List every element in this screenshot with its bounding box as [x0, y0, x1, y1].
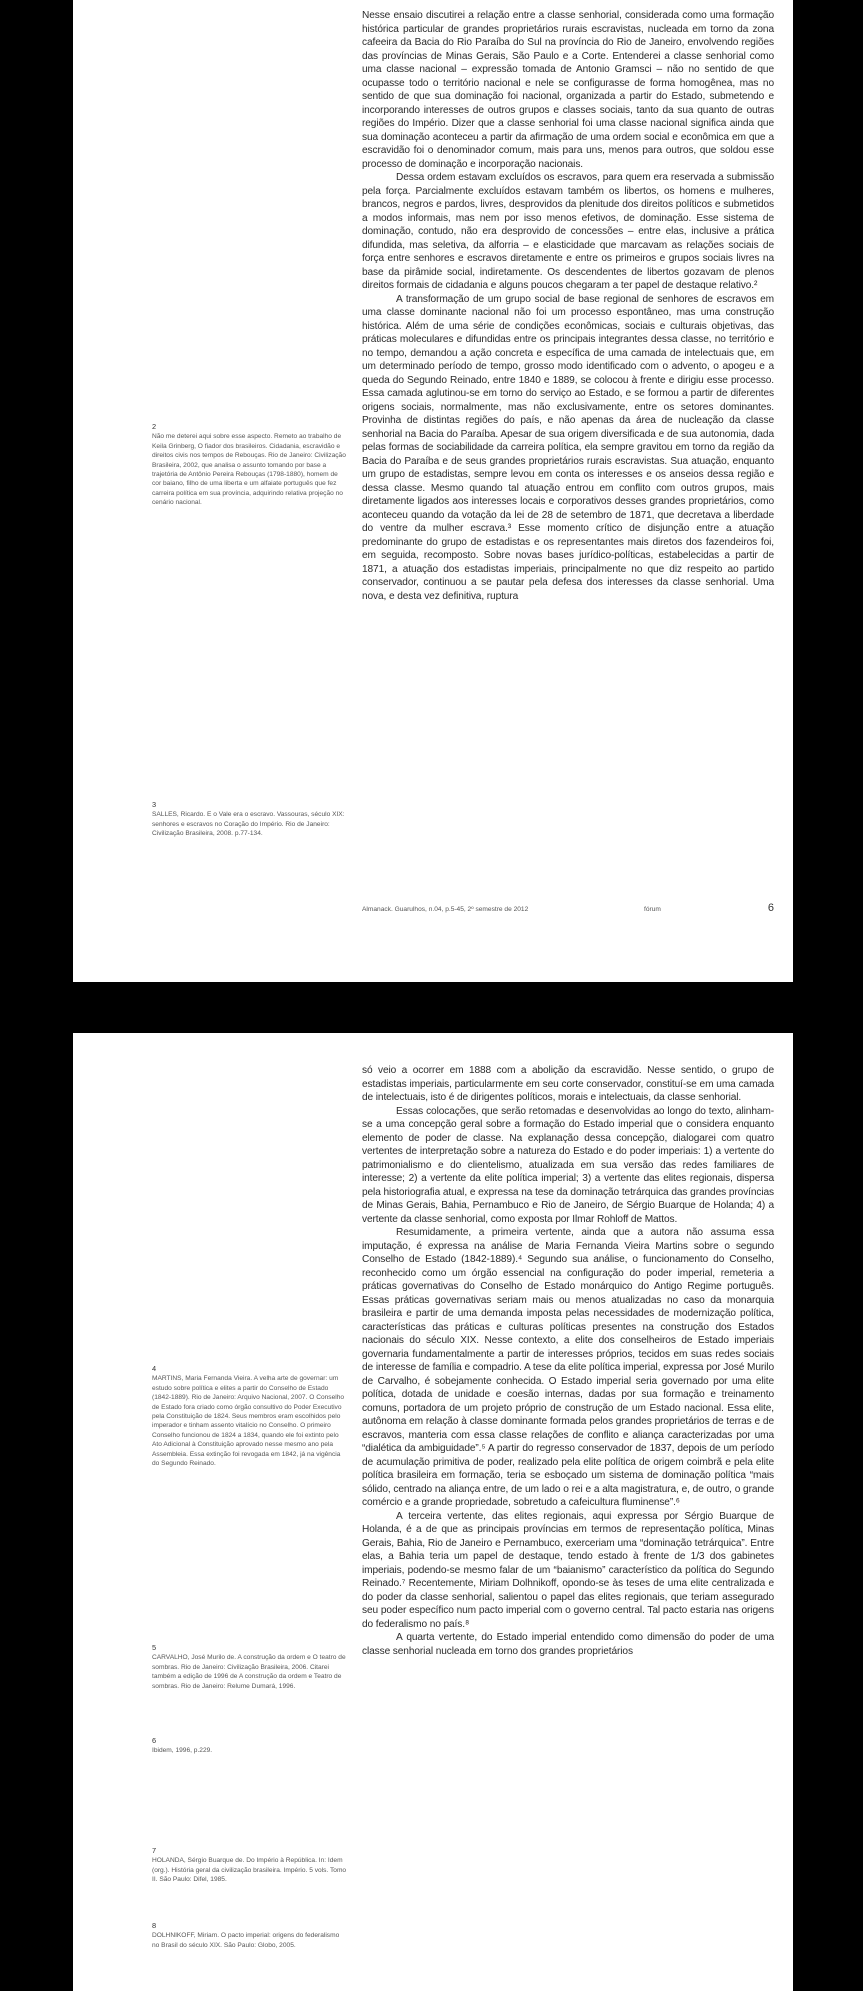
- body-text: [362, 1064, 774, 1658]
- footnote-4: [152, 1364, 347, 1468]
- footnote-number: 5: [152, 1643, 157, 1652]
- footnote-text: Não me deterei aqui sobre esse aspecto. Remeto ao trabalho de Keila Grinberg, O fiador dos brasileiros. Cidadania, escravidão e direitos civis nos tempos de Rebouças. Rio de Janeiro: Civilização Brasileira, 2002, que analisa o assunto tomando por base a trajetória de Antônio Pereira Rebouças (1798-1880), homem de cor baiano, filho de uma liberta e um alfaiate português que fez carreira política em sua província, adquirindo relativa projeção no cenário nacional.: [152, 433, 346, 507]
- footnote-number: 6: [152, 1736, 157, 1745]
- footnote-5: [152, 1643, 347, 1691]
- footnote-number: 4: [152, 1364, 157, 1373]
- footnote-number: 8: [152, 1921, 157, 1930]
- footnote-6: [152, 1736, 347, 1756]
- page-1: [73, 0, 793, 982]
- footnote-text: Ibidem, 1996, p.229.: [152, 1747, 213, 1755]
- footnote-text: DOLHNIKOFF, Miriam. O pacto imperial: origens do federalismo no Brasil do século XIX. São Paulo: Globo, 2005.: [152, 1932, 340, 1949]
- footnote-7: [152, 1846, 347, 1885]
- paragraph: A transformação de um grupo social de base regional de senhores de escravos em uma classe dominante nacional não foi um processo espontâneo, mas uma construção histórica. Além de uma série de condições econômicas, sociais e culturais objetivas, das práticas moleculares e difundidas entre os principais integrantes dessa classe, no território e no tempo, demandou a ação concreta e específica de uma camada de intelectuais que, em um determinado período de tempo, grosso modo identificado com o advento, o apogeu e a queda do Segundo Reinado, entre 1840 e 1889, se colocou à frente e dirigiu esse processo. Essa camada aglutinou-se em torno do serviço ao Estado, e se formou a partir de diferentes origens sociais, normalmente, mas não exclusivamente, entre os setores dominantes. Provinha de distintas regiões do país, e não apenas da área de nucleação da classe senhorial na Bacia do Paraíba. Apesar de sua origem diversificada e de sua autonomia, dada pelas formas de sociabilidade da carreira política, ela sempre gravitou em torno da região da Bacia do Paraíba e de seus grandes proprietários rurais escravistas. Sua atuação, enquanto um grupo de estadistas, sempre levou em conta os interesses e os anseios dessa região e dessa classe. Mesmo quando tal atuação entrou em conflito com outros grupos, mais diretamente ligados aos interesses locais e corporativos desses grandes proprietários, como aconteceu quando da votação da lei de 28 de setembro de 1871, que decretava a liberdade do ventre da mulher escrava.³ Esse momento crítico de disjunção entre a atuação predominante do grupo de estadistas e os representantes mais diretos dos fazendeiros foi, em seguida, recomposto. Sobre novas bases jurídico-políticas, estabelecidas a partir de 1871, a atuação dos estadistas imperiais, principalmente no que diz respeito ao partido conservador, continuou a se pautar pela defesa dos interesses da classe senhorial. Uma nova, e desta vez definitiva, ruptura: [362, 293, 774, 602]
- paragraph: A terceira vertente, das elites regionais, aqui expressa por Sérgio Buarque de Holanda, é a de que as principais províncias em termos de representação política, Minas Gerais, Bahia, Rio de Janeiro e Pernambuco, exerceriam uma “dominação tetrárquica”. Entre elas, a Bahia teria um papel de destaque, tendo estado à frente de 1/3 dos gabinetes imperiais, podendo-se mesmo falar de um “baianismo” característico da política do Segundo Reinado.⁷ Recentemente, Miriam Dolhnikoff, opondo-se às teses de uma elite centralizada e do poder da classe senhorial, salientou o papel das elites regionais, que teriam assegurado seu poder específico num pacto imperial com o governo central. Tal pacto estaria nas origens do federalismo no país.⁸: [362, 1510, 774, 1630]
- footnote-number: 3: [152, 800, 157, 809]
- paragraph: Dessa ordem estavam excluídos os escravos, para quem era reservada a submissão pela força. Parcialmente excluídos estavam também os libertos, os homens e mulheres, brancos, negros e pardos, livres, desprovidos da plenitude dos direitos políticos e submetidos a modos informais, mas nem por isso menos efetivos, de dominação. Esse sistema de dominação, contudo, não era desprovido de concessões – entre elas, inclusive a prática difundida, mas seletiva, da alforria – e elasticidade que marcavam as relações sociais de força entre senhores e escravos diretamente e entre os primeiros e grupos sociais livres na base da pirâmide social, indiretamente. Os descendentes de libertos gozavam de plenos direitos formais de cidadania e alguns poucos chegaram a ter papel de destaque relativo.²: [362, 172, 774, 291]
- footnote-number: 2: [152, 422, 157, 431]
- journal-citation: Almanack. Guarulhos, n.04, p.5-45, 2º semestre de 2012: [362, 906, 529, 913]
- footnote-text: MARTINS, Maria Fernanda Vieira. A velha arte de governar: um estudo sobre política e elites a partir do Conselho de Estado (1842-1889). Rio de Janeiro: Arquivo Nacional, 2007. O Conselho de Estado fora criado como órgão consultivo do Poder Executivo pela Constituição de 1824. Seus membros eram escolhidos pelo imperador e tinham assento vitalício no Conselho. O primeiro Conselho funcionou de 1824 a 1834, quando ele foi extinto pelo Ato Adicional à Constituição aprovado nesse mesmo ano pela Assembleia. Essa extinção foi revogada em 1842, já na vigência do Segundo Reinado.: [152, 1375, 345, 1468]
- page-number: 6: [767, 902, 774, 914]
- paragraph: Essas colocações, que serão retomadas e desenvolvidas ao longo do texto, alinham-se a uma concepção geral sobre a formação do Estado imperial que o considera enquanto elemento de poder de classe. Na explanação dessa concepção, dialogarei com quatro vertentes de interpretação sobre a natureza do Estado e do poder imperiais: 1) a vertente do patrimonialismo e do clientelismo, atualizada em sua versão das redes familiares de interesse; 2) a vertente da elite política imperial; 3) a vertente das elites regionais, dispersa pela historiografia atual, e expressa na tese da dominação tetrárquica das grandes províncias de Minas Gerais, Bahia, Pernambuco e Rio de Janeiro, de Sérgio Buarque de Holanda; 4) a vertente da classe senhorial, como exposta por Ilmar Rohloff de Mattos.: [362, 1105, 774, 1225]
- paragraph: A quarta vertente, do Estado imperial entendido como dimensão do poder de uma classe senhorial nucleada em torno dos grandes proprietários: [362, 1632, 774, 1657]
- footnote-2: [152, 422, 347, 508]
- footnote-text: SALLES, Ricardo. E o Vale era o escravo. Vassouras, século XIX: senhores e escravos no Coração do Império. Rio de Janeiro: Civilização Brasileira, 2008. p.77-134.: [152, 811, 345, 838]
- paragraph: Resumidamente, a primeira vertente, ainda que a autora não assuma essa imputação, é expressa na análise de Maria Fernanda Vieira Martins sobre o segundo Conselho de Estado (1842-1889).⁴ Segundo sua análise, o funcionamento do Conselho, reconhecido como um órgão essencial na configuração do poder imperial, remeteria a práticas governativas do Conselho de Estado monárquico do Antigo Regime português. Essas práticas governativas seriam mais ou menos atualizadas no caso da monarquia brasileira e partir de uma demanda imposta pelas necessidades de modernização política, características das práticas e culturas políticas presentes na construção dos Estados nacionais do século XIX. Nesse contexto, a elite dos conselheiros de Estado imperiais governaria fundamentalmente a partir de interesses próprios, tecidos em suas redes sociais de interesse de família e compadrio. A tese da elite política imperial, expressa por José Murilo de Carvalho, é sobejamente conhecida. O Estado imperial seria governado por uma elite política, dotada de unidade e coesão internas, dadas por sua formação e treinamento comuns, portadora de um projeto próprio de construção de um Estado nacional. Essa elite, autônoma em relação à classe dominante formada pelos grandes proprietários de terras e de escravos, manteria com essa classe relações de conflito e aliança caracterizadas por uma “dialética da ambiguidade”.⁵ A partir do regresso conservador de 1837, depois de um período de acumulação primitiva de poder, realizado pela elite política de origem coimbrã e pela elite política brasileira em formação, teria se esboçado um sistema de dominação política “mais sólido, centrado na aliança entre, de um lado o rei e a alta magistratura, e, de outro, o grande comércio e a grande propriedade, sobretudo a cafeicultura fluminense”.⁶: [362, 1227, 774, 1508]
- footnote-number: 7: [152, 1846, 157, 1855]
- body-text: [362, 9, 774, 603]
- paragraph: só veio a ocorrer em 1888 com a abolição da escravidão. Nesse sentido, o grupo de estadistas imperiais, particularmente em seu corte conservador, constituí-se em uma camada de intelectuais, isto é de dirigentes políticos, morais e intelectuais, da classe senhorial.: [362, 1065, 774, 1103]
- section-label: fórum: [644, 906, 661, 913]
- footnote-text: CARVALHO, José Murilo de. A construção da ordem e O teatro de sombras. Rio de Janeiro: Civilização Brasileira, 2006. Citarei também a edição de 1996 de A construção da ordem e Teatro de sombras. Rio de Janeiro: Relume Dumará, 1996.: [152, 1654, 346, 1690]
- paragraph: Nesse ensaio discutirei a relação entre a classe senhorial, considerada como uma formação histórica particular de grandes proprietários rurais escravistas, nucleada em torno da zona cafeeira da Bacia do Rio Paraíba do Sul na província do Rio de Janeiro, envolvendo regiões das províncias de Minas Gerais, São Paulo e a Corte. Entenderei a classe senhorial como uma classe nacional – expressão tomada de Antonio Gramsci – não no sentido de que ocupasse todo o território nacional e nele se configurasse de forma homogênea, mas no sentido de que sua dominação foi nacional, organizada a partir do Estado, submetendo e incorporando interesses de outros grupos e classes sociais, tanto da sua quanto de outras regiões do Império. Dizer que a classe senhorial foi uma classe nacional significa ainda que sua dominação aconteceu a partir da afirmação de uma ordem social e econômica em que a escravidão foi o denominador comum, mais para uns, menos para outros, que soldou esse processo de dominação e incorporação nacionais.: [362, 10, 774, 170]
- footnote-8: [152, 1921, 347, 1950]
- page-2: [73, 1033, 793, 1991]
- footnote-text: HOLANDA, Sérgio Buarque de. Do Império à República. In: Idem (org.). História geral da civilização brasileira. Império. 5 vols. Tomo II. São Paulo: Difel, 1985.: [152, 1857, 347, 1884]
- footnote-3: [152, 800, 347, 839]
